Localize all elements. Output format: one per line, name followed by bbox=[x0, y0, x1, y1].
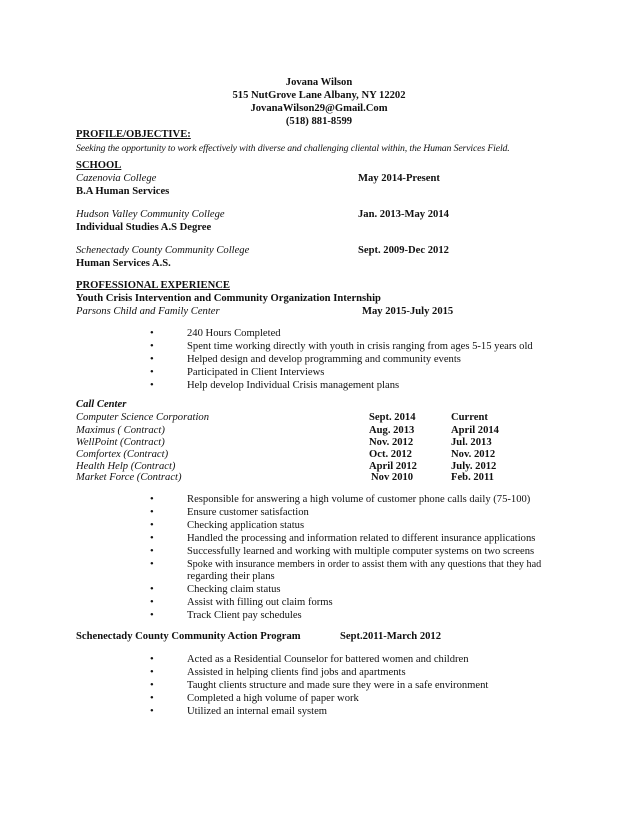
action-program-bullet: Utilized an internal email system bbox=[187, 706, 328, 717]
bullet-icon: • bbox=[150, 680, 154, 691]
bullet-icon: • bbox=[150, 520, 154, 531]
bullet-icon: • bbox=[150, 328, 154, 339]
job-company: WellPoint (Contract) bbox=[76, 437, 165, 448]
bullet-icon: • bbox=[150, 584, 154, 595]
job-end: Jul. 2013 bbox=[451, 437, 492, 448]
call-center-bullet: Responsible for answering a high volume of customer phone calls daily (75-100) bbox=[187, 494, 531, 505]
action-program-bullet: Acted as a Residential Counselor for battered women and children bbox=[187, 654, 469, 665]
action-program-bullet: Completed a high volume of paper work bbox=[187, 693, 359, 704]
job-company: Maximus ( Contract) bbox=[76, 425, 165, 436]
school-heading: SCHOOL bbox=[76, 160, 122, 171]
bullet-icon: • bbox=[150, 610, 154, 621]
school-dates: Jan. 2013-May 2014 bbox=[358, 209, 449, 220]
school-institution: Cazenovia College bbox=[76, 173, 157, 184]
job-company: Comfortex (Contract) bbox=[76, 449, 169, 460]
address: 515 NutGrove Lane Albany, NY 12202 bbox=[232, 90, 406, 101]
bullet-icon: • bbox=[150, 706, 154, 717]
bullet-icon: • bbox=[150, 507, 154, 518]
job-end: July. 2012 bbox=[451, 461, 497, 472]
internship-dates: May 2015-July 2015 bbox=[362, 306, 454, 317]
internship-title: Youth Crisis Intervention and Community Organization Internship bbox=[76, 293, 381, 304]
bullet-icon: • bbox=[150, 559, 154, 570]
job-end: Feb. 2011 bbox=[451, 472, 494, 483]
call-center-bullet: Handled the processing and information related to different insurance applications bbox=[187, 533, 536, 544]
school-institution: Schenectady County Community College bbox=[76, 245, 250, 256]
school-dates: Sept. 2009-Dec 2012 bbox=[358, 245, 449, 256]
internship-bullet: Helped design and develop programming and community events bbox=[187, 354, 461, 365]
school-institution: Hudson Valley Community College bbox=[76, 209, 225, 220]
job-end: April 2014 bbox=[451, 425, 499, 436]
internship-bullet: Participated in Client Interviews bbox=[187, 367, 325, 378]
call-center-bullet-continuation: regarding their plans bbox=[187, 571, 275, 582]
bullet-icon: • bbox=[150, 380, 154, 391]
bullet-icon: • bbox=[150, 354, 154, 365]
candidate-name: Jovana Wilson bbox=[285, 77, 353, 88]
call-center-bullet: Checking application status bbox=[187, 520, 305, 531]
call-center-bullet: Successfully learned and working with multiple computer systems on two screens bbox=[187, 546, 535, 557]
bullet-icon: • bbox=[150, 533, 154, 544]
internship-bullet: Help develop Individual Crisis management plans bbox=[187, 380, 400, 391]
bullet-icon: • bbox=[150, 494, 154, 505]
bullet-icon: • bbox=[150, 546, 154, 557]
call-center-title: Call Center bbox=[76, 399, 127, 410]
bullet-icon: • bbox=[150, 597, 154, 608]
action-program-bullet: Taught clients structure and made sure they were in a safe environment bbox=[187, 680, 489, 691]
job-end: Current bbox=[451, 412, 488, 423]
job-start: Nov 2010 bbox=[371, 472, 414, 483]
phone: (518) 881-8599 bbox=[285, 116, 353, 127]
call-center-bullet: Ensure customer satisfaction bbox=[187, 507, 309, 518]
action-program-dates: Sept.2011-March 2012 bbox=[340, 631, 442, 642]
job-start: Oct. 2012 bbox=[369, 449, 412, 460]
job-company: Computer Science Corporation bbox=[76, 412, 209, 423]
bullet-icon: • bbox=[150, 667, 154, 678]
job-end: Nov. 2012 bbox=[451, 449, 496, 460]
profile-heading: PROFILE/OBJECTIVE: bbox=[76, 129, 191, 140]
call-center-bullet: Checking claim status bbox=[187, 584, 281, 595]
experience-heading: PROFESSIONAL EXPERIENCE bbox=[76, 280, 230, 291]
action-program-bullet: Assisted in helping clients find jobs and apartments bbox=[187, 667, 406, 678]
school-degree: Human Services A.S. bbox=[76, 258, 171, 269]
job-company: Market Force (Contract) bbox=[76, 472, 182, 483]
school-dates: May 2014-Present bbox=[358, 173, 440, 184]
school-degree: B.A Human Services bbox=[76, 186, 170, 197]
bullet-icon: • bbox=[150, 654, 154, 665]
internship-bullet: 240 Hours Completed bbox=[187, 328, 281, 339]
bullet-icon: • bbox=[150, 693, 154, 704]
job-start: Nov. 2012 bbox=[369, 437, 414, 448]
internship-bullet: Spent time working directly with youth in crisis ranging from ages 5-15 years old bbox=[187, 341, 533, 352]
job-start: Sept. 2014 bbox=[369, 412, 416, 423]
call-center-bullet: Assist with filling out claim forms bbox=[187, 597, 333, 608]
bullet-icon: • bbox=[150, 367, 154, 378]
job-start: Aug. 2013 bbox=[369, 425, 415, 436]
bullet-icon: • bbox=[150, 341, 154, 352]
email: JovanaWilson29@Gmail.Com bbox=[250, 103, 388, 114]
action-program-title: Schenectady County Community Action Program bbox=[76, 631, 301, 642]
profile-text: Seeking the opportunity to work effectively with diverse and challenging cliental within, the Human Services Field. bbox=[76, 143, 510, 154]
job-company: Health Help (Contract) bbox=[76, 461, 176, 472]
call-center-bullet: Track Client pay schedules bbox=[187, 610, 302, 621]
internship-org: Parsons Child and Family Center bbox=[76, 306, 220, 317]
call-center-bullet: Spoke with insurance members in order to assist them with any questions that they had bbox=[187, 559, 542, 570]
school-degree: Individual Studies A.S Degree bbox=[76, 222, 212, 233]
job-start: April 2012 bbox=[369, 461, 417, 472]
